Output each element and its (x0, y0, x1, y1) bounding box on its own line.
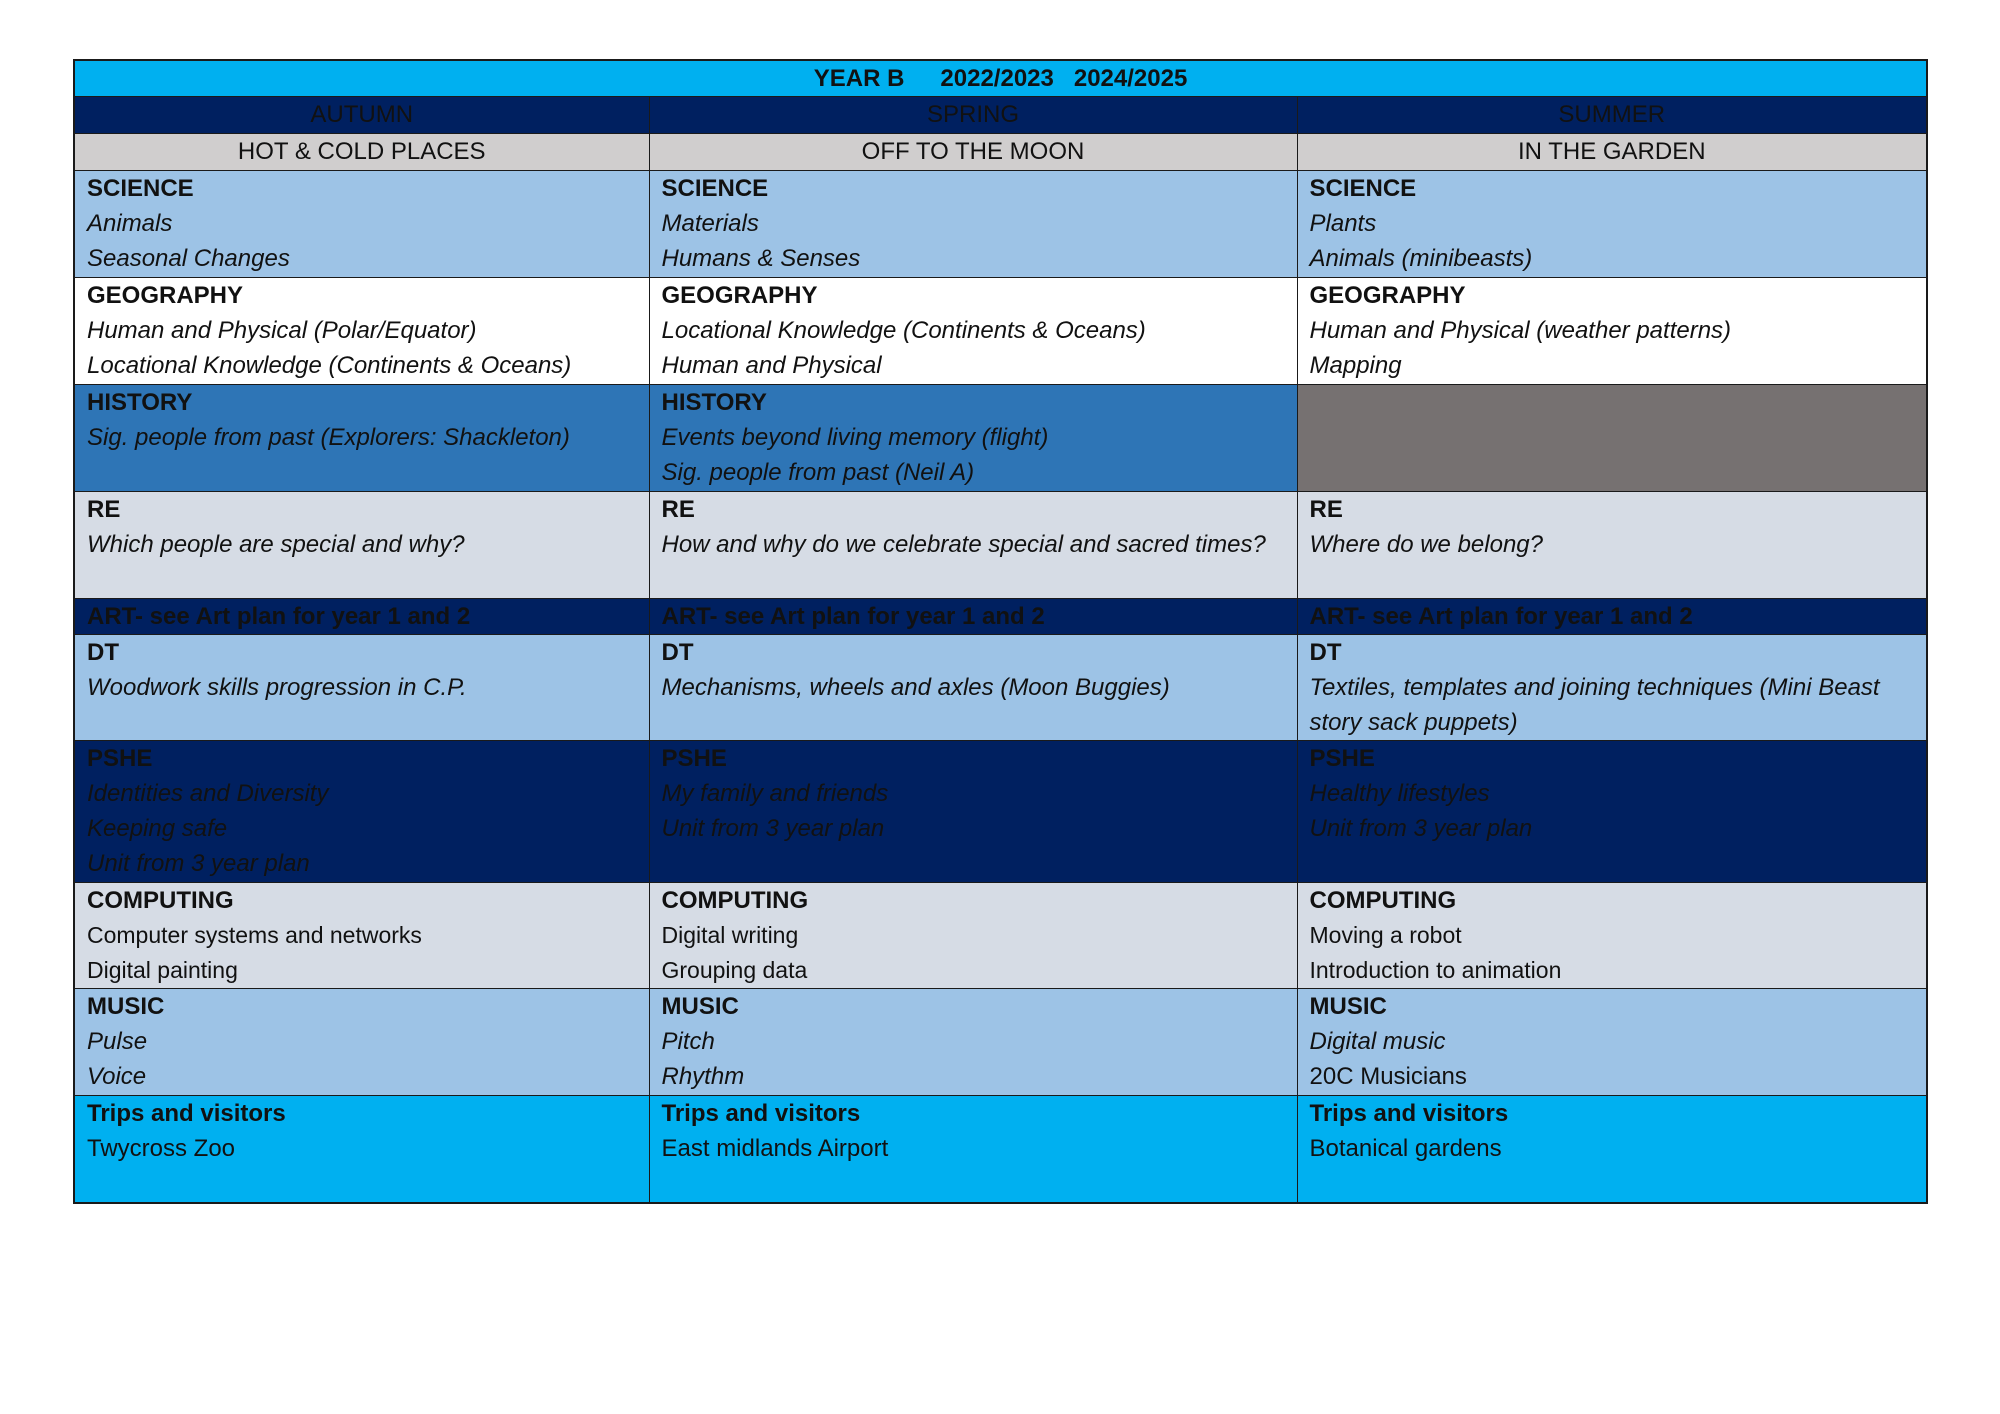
dt-summer (1297, 635, 1927, 741)
topic-item: Locational Knowledge (Continents & Oceans) (661, 317, 1146, 344)
topic-item: Plants (1309, 210, 1377, 237)
subject-label: MUSIC (661, 993, 739, 1020)
subject-label: Trips and visitors (87, 1100, 286, 1127)
topic-item: How and why do we celebrate special and sacred times? (661, 531, 1266, 558)
dt-row (74, 635, 1927, 741)
art-spring: ART- see Art plan for year 1 and 2 (649, 599, 1297, 635)
season-autumn: AUTUMN (74, 97, 649, 134)
topic-item: Voice (87, 1063, 147, 1090)
science-row (74, 171, 1927, 278)
topic-item: Mapping (1309, 352, 1402, 379)
topic-item: My family and friends (661, 780, 889, 807)
subject-label: GEOGRAPHY (661, 282, 818, 309)
curriculum-plan-sheet (73, 59, 1926, 1204)
re-summer (1297, 492, 1927, 599)
music-autumn (74, 989, 649, 1096)
subject-label: RE (87, 496, 121, 523)
science-spring (649, 171, 1297, 278)
topic-item: Materials (661, 210, 759, 237)
art-summer: ART- see Art plan for year 1 and 2 (1297, 599, 1927, 635)
trips-spring (649, 1096, 1297, 1204)
topic-item: Sig. people from past (Explorers: Shackleton) (87, 424, 570, 451)
subject-label: PSHE (661, 745, 727, 772)
topic-autumn: HOT & COLD PLACES (74, 134, 649, 171)
subject-label: DT (87, 639, 119, 666)
topic-spring: OFF TO THE MOON (649, 134, 1297, 171)
trip-item: Twycross Zoo (87, 1135, 236, 1162)
topic-item: Seasonal Changes (87, 245, 290, 272)
geography-spring (649, 278, 1297, 385)
topic-item: Keeping safe (87, 815, 228, 842)
history-row (74, 385, 1927, 492)
trips-autumn (74, 1096, 649, 1204)
re-row (74, 492, 1927, 599)
subject-label: PSHE (1309, 745, 1375, 772)
subject-label: Trips and visitors (1309, 1100, 1509, 1127)
topic-item: Unit from 3 year plan (87, 850, 310, 877)
art-row (74, 599, 1927, 635)
topic-item: Locational Knowledge (Continents & Oceans) (87, 352, 572, 379)
art-autumn: ART- see Art plan for year 1 and 2 (74, 599, 649, 635)
season-summer: SUMMER (1297, 97, 1927, 134)
topic-item: Rhythm (661, 1063, 745, 1090)
subject-label: HISTORY (661, 389, 767, 416)
topic-item: Healthy lifestyles (1309, 780, 1490, 807)
subject-label: COMPUTING (1309, 887, 1457, 914)
science-summer (1297, 171, 1927, 278)
period-2: 2024/2025 (1073, 65, 1188, 92)
computing-row (74, 883, 1927, 989)
trips-row (74, 1096, 1927, 1204)
topic-item: Digital painting (87, 957, 238, 983)
subject-label: RE (661, 496, 695, 523)
topic-item: Sig. people from past (Neil A) (661, 459, 975, 486)
topic-item: Digital music (1309, 1028, 1446, 1055)
subject-label: DT (1309, 639, 1342, 666)
title-row (74, 60, 1927, 97)
topic-item: Animals (minibeasts) (1309, 245, 1533, 272)
topic-item: Moving a robot (1309, 922, 1462, 948)
title-cell (74, 60, 1927, 97)
topic-item: Unit from 3 year plan (661, 815, 885, 842)
pshe-autumn (74, 741, 649, 883)
subject-label: SCIENCE (661, 175, 769, 202)
trips-summer (1297, 1096, 1927, 1204)
computing-autumn (74, 883, 649, 989)
geography-summer (1297, 278, 1927, 385)
subject-label: PSHE (87, 745, 153, 772)
pshe-row (74, 741, 1927, 883)
history-spring (649, 385, 1297, 492)
subject-label: MUSIC (1309, 993, 1387, 1020)
topic-item: Where do we belong? (1309, 531, 1543, 558)
re-autumn (74, 492, 649, 599)
topic-item: Human and Physical (661, 352, 882, 379)
subject-label: Trips and visitors (661, 1100, 861, 1127)
topic-item: Mechanisms, wheels and axles (Moon Buggies) (661, 674, 1170, 701)
computing-spring (649, 883, 1297, 989)
music-summer (1297, 989, 1927, 1096)
subject-label: DT (661, 639, 694, 666)
subject-label: SCIENCE (1309, 175, 1417, 202)
geography-autumn (74, 278, 649, 385)
season-row (74, 97, 1927, 134)
topic-item: Digital writing (661, 922, 799, 948)
subject-label: COMPUTING (661, 887, 809, 914)
pshe-spring (649, 741, 1297, 883)
topic-item: Human and Physical (Polar/Equator) (87, 317, 477, 344)
geography-row (74, 278, 1927, 385)
subject-label: RE (1309, 496, 1343, 523)
topic-item: Human and Physical (weather patterns) (1309, 317, 1732, 344)
subject-label: SCIENCE (87, 175, 194, 202)
curriculum-plan-table (73, 59, 1928, 1204)
trip-item: Botanical gardens (1309, 1135, 1502, 1162)
topic-item: 20C Musicians (1309, 1063, 1467, 1090)
subject-label: COMPUTING (87, 887, 234, 914)
year-label: YEAR B (813, 65, 905, 92)
topic-item: Which people are special and why? (87, 531, 465, 558)
topic-item: Events beyond living memory (flight) (661, 424, 1049, 451)
subject-label: MUSIC (87, 993, 165, 1020)
topic-summer: IN THE GARDEN (1297, 134, 1927, 171)
dt-autumn (74, 635, 649, 741)
topic-item: Computer systems and networks (87, 922, 422, 948)
re-spring (649, 492, 1297, 599)
music-row (74, 989, 1927, 1096)
topic-item: Grouping data (661, 957, 808, 983)
subject-label: HISTORY (87, 389, 193, 416)
dt-spring (649, 635, 1297, 741)
subject-label: GEOGRAPHY (1309, 282, 1466, 309)
period-1: 2022/2023 (940, 65, 1054, 92)
topic-item: Pitch (661, 1028, 715, 1055)
topic-item: Pulse (87, 1028, 148, 1055)
season-spring: SPRING (649, 97, 1297, 134)
topic-row (74, 134, 1927, 171)
trip-item: East midlands Airport (661, 1135, 889, 1162)
topic-item: Textiles, templates and joining techniques (Mini Beast story sack puppets) (1309, 674, 1880, 736)
history-summer-empty (1297, 385, 1927, 492)
topic-item: Humans & Senses (661, 245, 861, 272)
subject-label: GEOGRAPHY (87, 282, 244, 309)
pshe-summer (1297, 741, 1927, 883)
topic-item: Identities and Diversity (87, 780, 329, 807)
music-spring (649, 989, 1297, 1096)
topic-item: Unit from 3 year plan (1309, 815, 1533, 842)
science-autumn (74, 171, 649, 278)
topic-item: Introduction to animation (1309, 957, 1562, 983)
computing-summer (1297, 883, 1927, 989)
topic-item: Woodwork skills progression in C.P. (87, 674, 467, 701)
history-autumn (74, 385, 649, 492)
topic-item: Animals (87, 210, 173, 237)
